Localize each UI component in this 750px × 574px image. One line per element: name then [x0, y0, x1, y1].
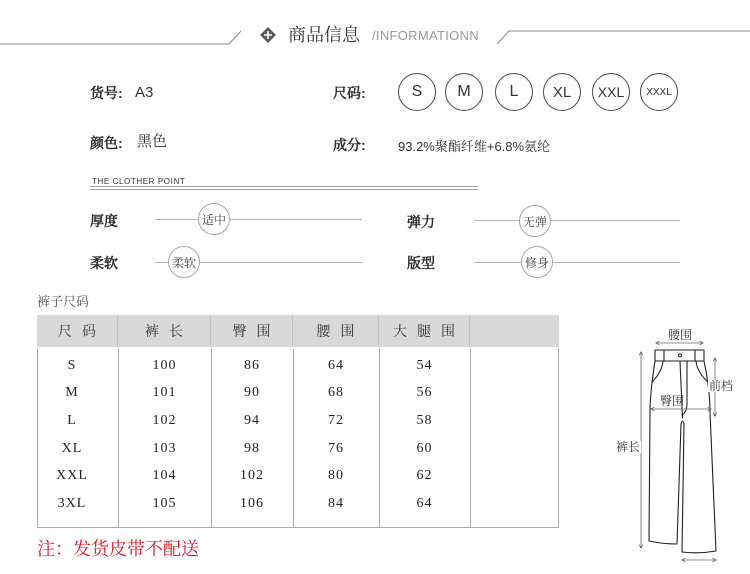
material-label: 成分: — [333, 137, 366, 153]
table-cell: 58 — [416, 412, 433, 428]
table-header-length: 裤长 — [118, 315, 211, 347]
column-separator — [118, 349, 119, 527]
pants-outline — [649, 361, 716, 553]
feature-softness-label: 柔软 — [90, 255, 118, 271]
table-header-waist: 腰围 — [293, 315, 379, 347]
divider-line — [90, 189, 478, 190]
table-cell: 102 — [152, 412, 177, 428]
table-row — [38, 407, 558, 435]
table-row — [38, 380, 558, 408]
column-separator — [293, 349, 294, 527]
table-cell: 104 — [152, 468, 177, 484]
table-cell: 90 — [244, 385, 260, 401]
feature-elasticity-label: 弹力 — [407, 214, 435, 230]
table-cell: 103 — [152, 440, 177, 456]
table-cell: L — [67, 412, 77, 428]
table-cell: S — [67, 357, 77, 373]
size-option-xxxl: XXXL — [640, 73, 678, 111]
feature-thickness-scale — [155, 219, 362, 220]
table-row — [38, 435, 558, 463]
size-option-xxl: XXL — [592, 73, 630, 111]
table-cell: 80 — [328, 468, 344, 484]
table-cell: 68 — [328, 385, 344, 401]
table-rows — [38, 352, 558, 518]
item-no-value: A3 — [135, 84, 154, 101]
table-cell: 72 — [328, 412, 344, 428]
feature-softness-value: 柔软 — [168, 246, 200, 278]
table-cell: 98 — [244, 440, 260, 456]
size-table-body — [37, 349, 559, 528]
table-header-size: 尺码 — [37, 315, 118, 347]
column-separator — [470, 349, 471, 527]
color-value: 黑色 — [137, 133, 168, 150]
table-header-empty — [470, 315, 559, 347]
section-subtitle: /INFORMATIONN — [372, 28, 479, 43]
pants-waistband — [655, 350, 704, 361]
table-cell: 64 — [416, 495, 433, 511]
table-cell: 64 — [328, 357, 344, 373]
table-cell: 106 — [240, 495, 264, 511]
feature-elasticity-value: 无弹 — [519, 205, 551, 237]
material-value: 93.2%聚酯纤维+6.8%氨纶 — [398, 139, 551, 154]
diagram-hip-label: 臀围 — [660, 394, 685, 408]
table-cell: 94 — [244, 412, 260, 428]
table-cell: 84 — [328, 495, 344, 511]
table-row — [38, 462, 558, 490]
pants-button — [679, 354, 682, 357]
table-cell: 86 — [244, 357, 260, 373]
table-row — [38, 352, 558, 380]
size-table-header — [37, 315, 559, 347]
pants-belt-loops — [664, 350, 695, 361]
size-option-l: L — [495, 73, 533, 111]
table-cell: M — [65, 385, 79, 401]
feature-thickness-label: 厚度 — [90, 213, 118, 229]
size-option-s: S — [398, 73, 436, 111]
table-cell: 3XL — [57, 495, 87, 511]
color-label: 颜色: — [90, 135, 123, 151]
feature-thickness-value: 适中 — [198, 203, 230, 235]
section-title: 商品信息 — [288, 25, 360, 45]
table-cell: 60 — [416, 440, 433, 456]
column-separator — [379, 349, 380, 527]
divider-line — [90, 186, 478, 187]
diagram-length-label: 裤长 — [616, 440, 641, 454]
table-cell: 105 — [152, 495, 177, 511]
table-row — [38, 490, 558, 518]
diagram-waist-label: 腰围 — [668, 328, 693, 342]
table-cell: XL — [61, 440, 83, 456]
size-table-title: 裤子尺码 — [37, 294, 90, 309]
table-cell: 101 — [152, 385, 177, 401]
table-cell: XXL — [56, 468, 88, 484]
feature-fit-label: 版型 — [407, 255, 435, 271]
table-header-thigh: 大腿围 — [379, 315, 470, 347]
table-cell: 102 — [240, 468, 264, 484]
pants-center-seam — [680, 361, 683, 418]
feature-fit-value: 修身 — [521, 246, 553, 278]
table-cell: 62 — [416, 468, 433, 484]
size-option-xl: XL — [543, 73, 581, 111]
table-cell: 100 — [152, 357, 177, 373]
table-header-hip: 臀围 — [211, 315, 293, 347]
size-label: 尺码: — [333, 85, 366, 101]
feature-fit-scale — [474, 262, 680, 263]
diamond-icon — [260, 27, 276, 43]
shipping-note: 注：发货皮带不配送 — [37, 539, 199, 559]
table-cell: 54 — [416, 357, 433, 373]
size-option-m: M — [445, 73, 483, 111]
feature-elasticity-scale — [474, 220, 680, 221]
table-cell: 76 — [328, 440, 344, 456]
column-separator — [211, 349, 212, 527]
item-no-label: 货号: — [90, 85, 123, 101]
diagram-rise-label: 前档 — [709, 379, 734, 393]
table-cell: 56 — [416, 385, 433, 401]
features-heading: THE CLOTHER POINT — [92, 177, 186, 186]
